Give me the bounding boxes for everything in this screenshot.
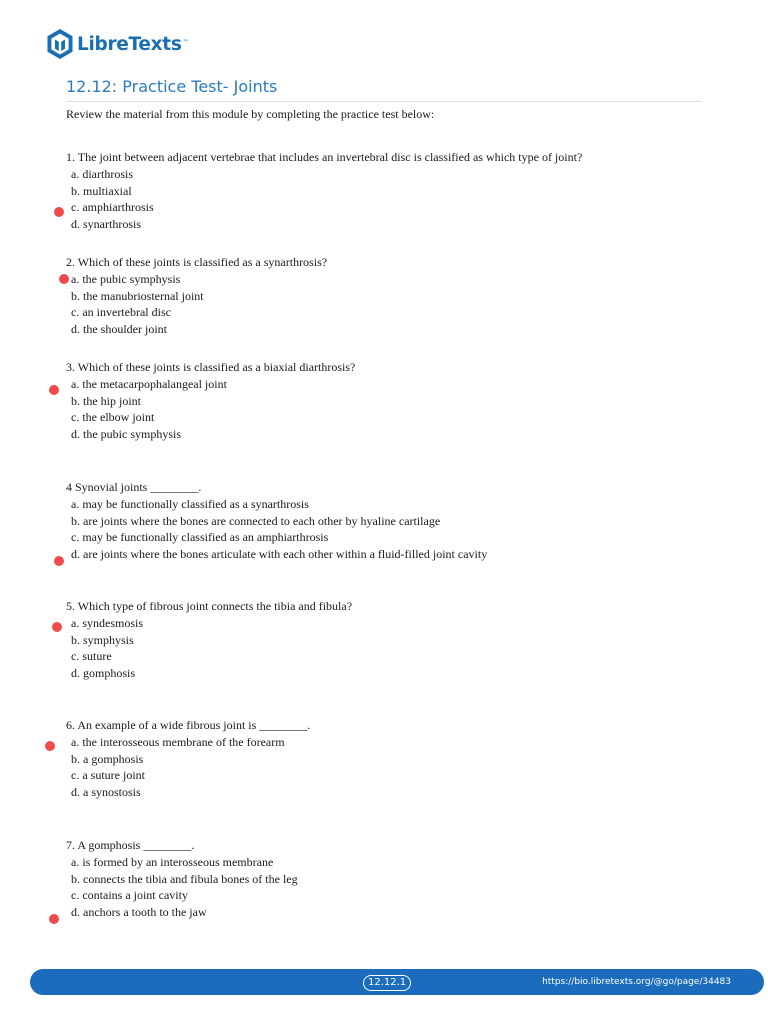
option-b: b. the hip joint <box>71 393 141 408</box>
question-6 <box>66 717 310 801</box>
question-7 <box>66 837 298 921</box>
option-b: b. multiaxial <box>71 183 132 198</box>
answer-marker-q1 <box>54 207 64 217</box>
option-d: d. synarthrosis <box>71 217 141 232</box>
option-b: b. are joints where the bones are connected to each other by hyaline cartilage <box>71 513 441 528</box>
answer-marker-q7 <box>49 914 59 924</box>
option-a: a. may be functionally classified as a synarthrosis <box>71 497 309 511</box>
title-divider <box>66 101 702 102</box>
libretexts-logo[interactable] <box>46 27 189 61</box>
option-b: b. symphysis <box>71 632 134 647</box>
question-2 <box>66 254 327 338</box>
option-c: c. the elbow joint <box>71 410 155 425</box>
page-number-badge: 12.12.1 <box>363 975 411 991</box>
option-c: c. a suture joint <box>71 768 145 783</box>
option-d: d. the shoulder joint <box>71 322 167 337</box>
option-c: c. an invertebral disc <box>71 305 171 320</box>
option-d: d. gomphosis <box>71 666 136 681</box>
option-c: c. suture <box>71 649 112 664</box>
option-d: d. the pubic symphysis <box>71 427 181 442</box>
option-c: c. contains a joint cavity <box>71 888 188 903</box>
option-d: d. are joints where the bones articulate with each other within a fluid-filled joint cavity <box>71 547 488 562</box>
logo-wordmark: LibreTexts <box>77 33 182 55</box>
question-text: 1. The joint between adjacent vertebrae that includes an invertebral disc is classified as which type of joint? <box>66 150 583 164</box>
footer-url-link[interactable]: https://bio.libretexts.org/@go/page/34483 <box>542 977 731 987</box>
question-text: 7. A gomphosis ________. <box>66 838 195 852</box>
question-4 <box>66 479 487 563</box>
libretexts-logo-icon <box>46 28 74 60</box>
question-1 <box>66 149 582 233</box>
question-text: 2. Which of these joints is classified as a synarthrosis? <box>66 255 328 269</box>
option-b: b. the manubriosternal joint <box>71 288 204 303</box>
answer-marker-q5 <box>52 622 62 632</box>
option-a: a. diarthrosis <box>71 167 133 181</box>
logo-trademark: ™ <box>182 39 189 46</box>
answer-marker-q2 <box>59 274 69 284</box>
option-d: d. anchors a tooth to the jaw <box>71 905 207 920</box>
option-a: a. the metacarpophalangeal joint <box>71 377 227 391</box>
option-a: a. syndesmosis <box>71 616 143 630</box>
question-5 <box>66 598 352 682</box>
question-text: 6. An example of a wide fibrous joint is ________. <box>66 718 311 732</box>
page-title: 12.12: Practice Test- Joints <box>66 77 278 96</box>
option-b: b. a gomphosis <box>71 751 144 766</box>
option-d: d. a synostosis <box>71 785 141 800</box>
option-c: c. may be functionally classified as an amphiarthrosis <box>71 530 329 545</box>
answer-marker-q6 <box>45 741 55 751</box>
intro-text: Review the material from this module by completing the practice test below: <box>66 107 435 121</box>
question-3 <box>66 359 355 443</box>
question-text: 3. Which of these joints is classified as a biaxial diarthrosis? <box>66 360 356 374</box>
option-c: c. amphiarthrosis <box>71 200 154 215</box>
page-footer <box>30 969 764 995</box>
question-text: 4 Synovial joints ________. <box>66 480 202 494</box>
option-a: a. is formed by an interosseous membrane <box>71 855 274 869</box>
option-a: a. the interosseous membrane of the forearm <box>71 735 285 749</box>
answer-marker-q3 <box>49 385 59 395</box>
option-b: b. connects the tibia and fibula bones of the leg <box>71 871 298 886</box>
answer-marker-q4 <box>54 556 64 566</box>
option-a: a. the pubic symphysis <box>71 272 181 286</box>
question-text: 5. Which type of fibrous joint connects the tibia and fibula? <box>66 599 353 613</box>
